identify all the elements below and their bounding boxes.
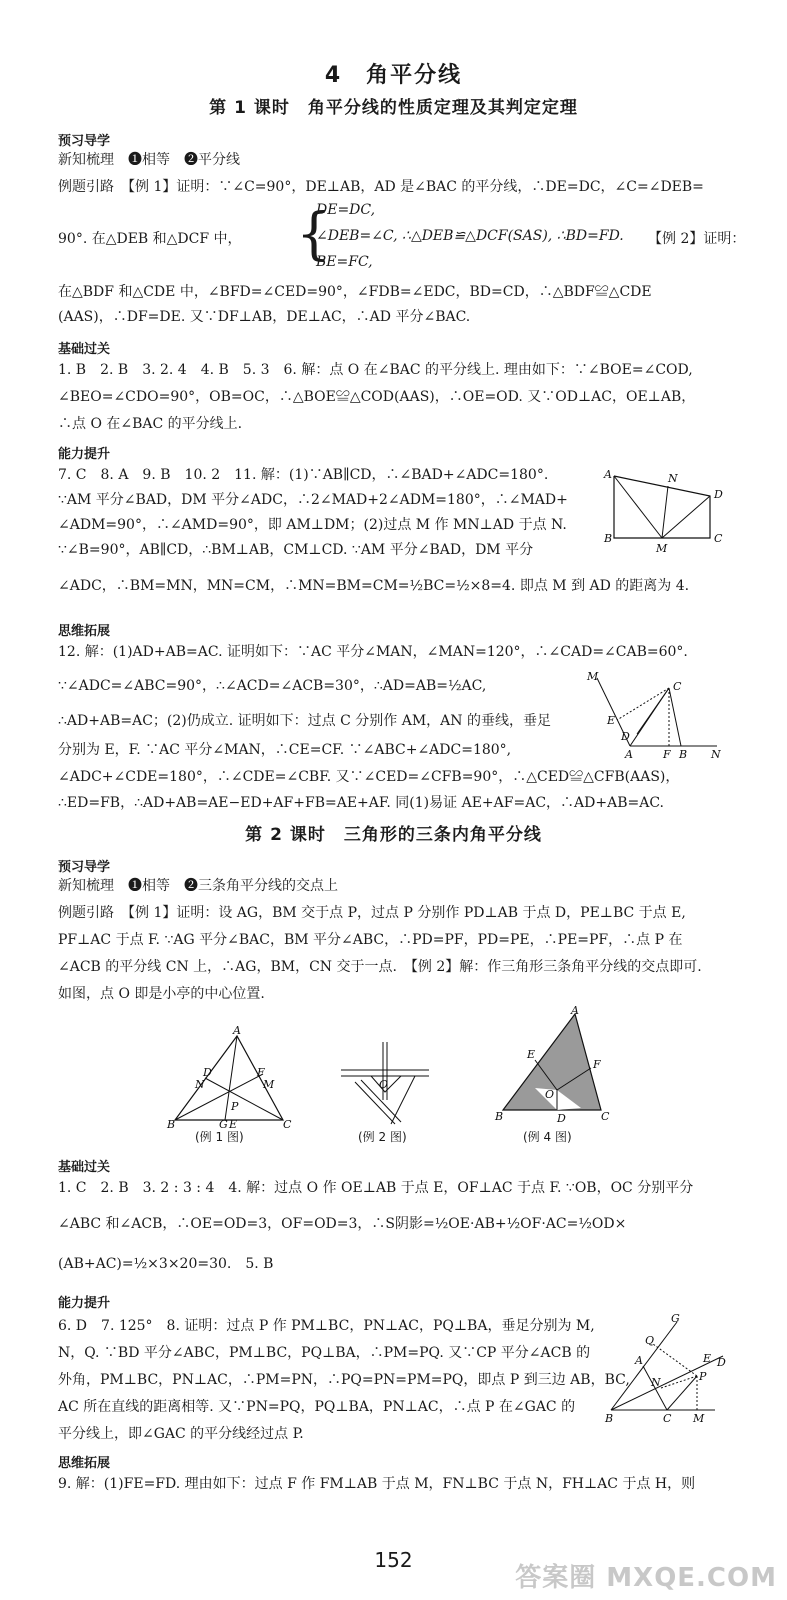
answer-line: 外角，PM⊥BC，PN⊥AC，∴PM=PN，∴PQ=PN=PM=PQ，即点 P 到三边 AB，BC, xyxy=(58,1372,630,1388)
figure-caption: (例 2 图) xyxy=(358,1130,407,1144)
answer-line: N，Q. ∵BD 平分∠ABC，PM⊥BC，PQ⊥BA，∴PM=PQ. 又∵CP 平分∠ACB 的 xyxy=(58,1345,591,1361)
svg-text:A: A xyxy=(625,748,633,761)
answer-line: ∴AD+AB=AC；(2)仍成立. 证明如下：过点 C 分别作 AM，AN 的垂线，垂足 xyxy=(58,713,551,729)
svg-text:C: C xyxy=(663,1412,672,1425)
watermark: 答案圈 MXQE.COM xyxy=(515,1563,777,1593)
svg-text:N: N xyxy=(651,1376,661,1389)
answer-line: ∵∠B=90°，AB∥CD，∴BM⊥AB，CM⊥CD. ∵AM 平分∠BAD，DM 平分 xyxy=(58,542,534,558)
brace-condition: DE=DC, xyxy=(316,202,376,218)
svg-text:C: C xyxy=(714,532,723,545)
new-knowledge-line: 新知梳理 ❶相等 ❷三条角平分线的交点上 xyxy=(58,878,338,894)
example-line: PF⊥AC 于点 F. ∵AG 平分∠BAC，BM 平分∠ABC，∴PD=PF，PD=PE，∴PE=PF，∴点 P 在 xyxy=(58,932,683,948)
new-knowledge-line: 新知梳理 ❶相等 ❷平分线 xyxy=(58,152,240,168)
svg-text:G: G xyxy=(671,1312,680,1325)
svg-text:B: B xyxy=(604,532,613,545)
svg-text:M: M xyxy=(656,542,668,555)
svg-text:O: O xyxy=(545,1088,555,1101)
svg-text:F: F xyxy=(593,1058,601,1071)
figure-caption: (例 1 图) xyxy=(195,1130,244,1144)
svg-text:B: B xyxy=(495,1110,504,1123)
svg-text:D: D xyxy=(203,1066,212,1079)
answer-line: ∵∠ADC=∠ABC=90°，∴∠ACD=∠ACB=30°，∴AD=AB=½AC, xyxy=(58,678,487,694)
svg-text:B: B xyxy=(605,1412,614,1425)
example-line: ∠ACB 的平分线 CN 上，∴AG，BM，CN 交于一点. 【例 2】解：作三角形三条角平分线的交点即可. xyxy=(58,959,702,975)
basic-label: 基础过关 xyxy=(58,1160,111,1175)
svg-text:E: E xyxy=(703,1352,712,1365)
answer-line: 9. 解：(1)FE=FD. 理由如下：过点 F 作 FM⊥AB 于点 M，FN⊥BC 于点 N，FH⊥AC 于点 H，则 xyxy=(58,1476,696,1492)
svg-text:P: P xyxy=(699,1370,707,1383)
svg-text:C: C xyxy=(283,1118,292,1131)
answer-line: ∠ADC+∠CDE=180°，∴∠CDE=∠CBF. 又∵∠CED=∠CFB=90°，∴△CED≌△CFB(AAS)， xyxy=(58,769,680,785)
answer-line: (AB+AC)=½×3×20=30. 5. B xyxy=(58,1256,274,1272)
example-line: 例题引路 【例 1】证明：设 AG，BM 交于点 P，过点 P 分别作 PD⊥AB 于点 D，PE⊥BC 于点 E, xyxy=(58,905,686,921)
brace-condition: BE=FC, xyxy=(316,254,373,270)
svg-text:N: N xyxy=(711,748,721,761)
example-line: 例题引路 【例 1】证明：∵∠C=90°，DE⊥AB，AD 是∠BAC 的平分线，∴DE=DC，∠C=∠DEB= xyxy=(58,179,704,195)
page-number: 152 xyxy=(374,1548,413,1572)
ability-label: 能力提升 xyxy=(58,447,111,462)
svg-text:E: E xyxy=(527,1048,536,1061)
svg-text:F: F xyxy=(257,1066,265,1079)
answer-line: ∠BEO=∠CDO=90°，OB=OC，∴△BOE≌△COD(AAS)，∴OE=OD. 又∵OD⊥AC，OE⊥AB， xyxy=(58,389,696,405)
answer-line: ∴ED=FB，∴AD+AB=AE−ED+AF+FB=AE+AF. 同(1)易证 AE+AF=AC，∴AD+AB=AC. xyxy=(58,795,664,811)
svg-text:M: M xyxy=(693,1412,705,1425)
ability-label: 能力提升 xyxy=(58,1296,111,1311)
answer-line: 7. C 8. A 9. B 10. 2 11. 解：(1)∵AB∥CD，∴∠BAD+∠ADC=180°. xyxy=(58,467,549,483)
figure-example-2 xyxy=(335,1040,435,1130)
figure-example-1 xyxy=(165,1024,292,1131)
answer-line: 分别为 E，F. ∵AC 平分∠MAN，∴CE=CF. ∵∠ABC+∠ADC=180°, xyxy=(58,742,512,758)
svg-text:Q: Q xyxy=(645,1334,655,1347)
figure-problem-11 xyxy=(600,468,730,558)
svg-text:D: D xyxy=(714,488,723,501)
figure-example-4 xyxy=(495,1004,615,1128)
example-line: 在△BDF 和△CDE 中，∠BFD=∠CED=90°，∠FDB=∠EDC，BD=CD，∴△BDF≌△CDE xyxy=(58,284,652,300)
svg-text:A: A xyxy=(571,1004,579,1017)
svg-text:O: O xyxy=(379,1078,389,1091)
answer-line: ∵AM 平分∠BAD，DM 平分∠ADC，∴2∠MAD+2∠ADM=180°，∴∠MAD+ xyxy=(58,492,568,508)
svg-text:B: B xyxy=(679,748,688,761)
answer-line: 1. B 2. B 3. 2. 4 4. B 5. 3 6. 解：点 O 在∠BAC 的平分线上. 理由如下：∵∠BOE=∠COD, xyxy=(58,362,693,378)
svg-text:B: B xyxy=(167,1118,176,1131)
svg-text:G: G xyxy=(219,1118,228,1131)
lesson-2-heading: 第 2 课时 三角形的三条内角平分线 xyxy=(245,825,542,845)
svg-text:N: N xyxy=(668,472,678,485)
example-line: (AAS)，∴DF=DE. 又∵DF⊥AB，DE⊥AC，∴AD 平分∠BAC. xyxy=(58,309,471,325)
svg-text:A: A xyxy=(635,1354,643,1367)
brace-system xyxy=(58,200,746,276)
answer-line: 6. D 7. 125° 8. 证明：过点 P 作 PM⊥BC，PN⊥AC，PQ⊥BA，垂足分别为 M, xyxy=(58,1318,595,1334)
answer-line: 12. 解：(1)AD+AB=AC. 证明如下：∵AC 平分∠MAN，∠MAN=120°，∴∠CAD=∠CAB=60°. xyxy=(58,644,688,660)
brace-tail: 【例 2】证明： xyxy=(648,231,746,247)
svg-text:F: F xyxy=(663,748,671,761)
ext-label: 思维拓展 xyxy=(58,1456,111,1471)
example-line: 如图，点 O 即是小亭的中心位置. xyxy=(58,986,265,1002)
section-title: 4 角平分线 xyxy=(324,63,463,88)
svg-text:C: C xyxy=(601,1110,610,1123)
preview-label: 预习导学 xyxy=(58,860,111,875)
answer-line: ∠ADM=90°，∴∠AMD=90°，即 AM⊥DM；(2)过点 M 作 MN⊥AD 于点 N. xyxy=(58,517,567,533)
svg-text:M: M xyxy=(263,1078,275,1091)
svg-text:E: E xyxy=(229,1118,238,1131)
ext-label: 思维拓展 xyxy=(58,624,111,639)
preview-label: 预习导学 xyxy=(58,134,111,149)
svg-text:M: M xyxy=(587,670,599,683)
svg-text:A: A xyxy=(233,1024,241,1037)
svg-text:D: D xyxy=(621,730,630,743)
figure-problem-12 xyxy=(585,668,725,761)
answer-line: ∠ADC，∴BM=MN，MN=CM，∴MN=BM=CM=½BC=½×8=4. 即点 M 到 AD 的距离为 4. xyxy=(58,578,690,594)
svg-text:D: D xyxy=(557,1112,566,1125)
answer-line: 平分线上，即∠GAC 的平分线经过点 P. xyxy=(58,1426,304,1442)
svg-text:N: N xyxy=(195,1078,205,1091)
svg-text:P: P xyxy=(231,1100,239,1113)
brace-lead: 90°. 在△DEB 和△DCF 中， xyxy=(58,231,242,247)
answer-line: 1. C 2. B 3. 2 : 3 : 4 4. 解：过点 O 作 OE⊥AB 于点 E，OF⊥AC 于点 F. ∵OB，OC 分别平分 xyxy=(58,1180,694,1196)
answer-line: AC 所在直线的距离相等. 又∵PN=PQ，PQ⊥BA，PN⊥AC，∴点 P 在∠GAC 的 xyxy=(58,1399,576,1415)
brace-condition: ∠DEB=∠C, ∴△DEB≌△DCF(SAS), ∴BD=FD. xyxy=(316,228,624,244)
figure-caption: (例 4 图) xyxy=(523,1130,572,1144)
answer-line: ∴点 O 在∠BAC 的平分线上. xyxy=(58,416,243,432)
lesson-1-heading: 第 1 课时 角平分线的性质定理及其判定定理 xyxy=(209,98,578,118)
brace-symbol: { xyxy=(296,202,332,267)
answer-line: ∠ABC 和∠ACB，∴OE=OD=3，OF=OD=3，∴S阴影=½OE·AB+½OF·AC=½OD× xyxy=(58,1216,627,1232)
svg-text:C: C xyxy=(673,680,682,693)
svg-text:D: D xyxy=(717,1356,726,1369)
svg-text:E: E xyxy=(607,714,616,727)
svg-text:A: A xyxy=(604,468,612,481)
basic-label: 基础过关 xyxy=(58,342,111,357)
figure-problem-8 xyxy=(605,1314,730,1424)
